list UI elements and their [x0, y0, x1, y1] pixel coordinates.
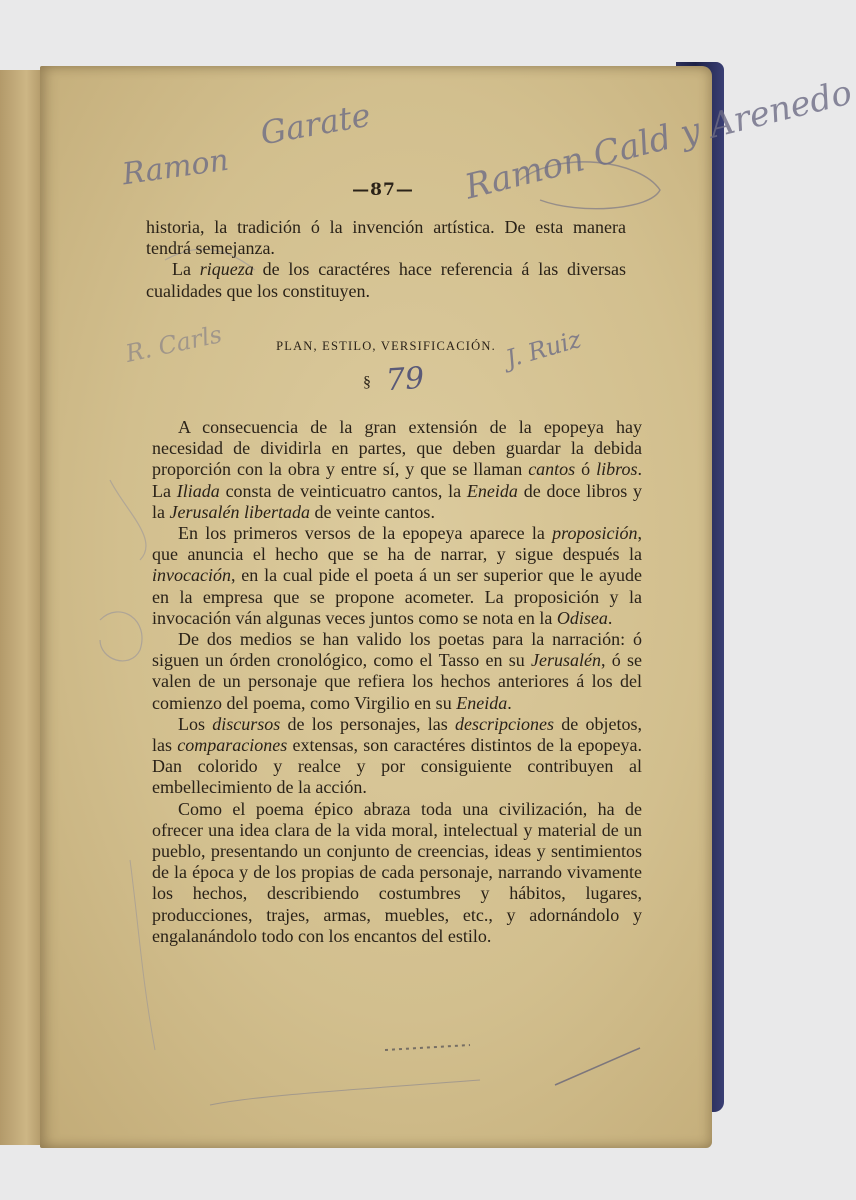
- page-number: —87—: [352, 180, 414, 200]
- paragraph: Los discursos de los personajes, las descripciones de objetos, las comparaciones extensas, son caractéres distintos de la epopeya. Dan colorido y realce y por consiguiente contribuyen al embellecimiento de la acción.: [152, 713, 642, 798]
- intro-text: [146, 217, 626, 302]
- handwritten-mark: J. Ruiz: [502, 324, 585, 374]
- handwritten-name: Ramon: [120, 142, 231, 193]
- paragraph: historia, la tradición ó la invención artística. De esta manera tendrá semejanza.: [146, 217, 626, 259]
- body-text: [152, 417, 642, 947]
- handwritten-name: Garate: [257, 95, 374, 153]
- section-number: 79: [384, 360, 426, 399]
- handwritten-signature: Ramon Cald y Arenedo: [461, 72, 856, 208]
- paragraph: Como el poema épico abraza toda una civilización, ha de ofrecer una idea clara de la vida moral, intelectual y material de un pueblo, presentando un conjunto de creencias, ideas y sentimientos de la época y de los propias de cada personaje, narrando vivamente los hechos, describiendo costumbres y hábitos, lugares, producciones, trajes, armas, muebles, etc., y adornándolo y engalanándolo todo con los encantos del estilo.: [152, 798, 642, 946]
- handwritten-mark: R. Carls: [123, 320, 225, 368]
- paragraph: De dos medios se han valido los poetas para la narración: ó siguen un órden cronológico, como el Tasso en su Jerusalén, ó se valen de un personaje que refiera los hechos anteriores á los del comienzo del poema, como Virgilio en su Eneida.: [152, 629, 642, 713]
- section-heading: PLAN, ESTILO, VERSIFICACIÓN.: [276, 339, 496, 353]
- paragraph: La riqueza de los caractéres hace referencia á las diversas cualidades que los constituyen.: [146, 259, 627, 301]
- paragraph: A consecuencia de la gran extensión de la epopeya hay necesidad de dividirla en partes, que deben guardar la debida proporción con la obra y entre sí, y que se llaman cantos ó libros. La Iliada consta de veinticuatro cantos, la Eneida de doce libros y la Jerusalén libertada de veinte cantos.: [152, 417, 643, 522]
- paragraph: En los primeros versos de la epopeya aparece la proposición, que anuncia el hecho que se ha de narrar, y sigue después la invocación, en la cual pide el poeta á un ser superior que le ayude en la empresa que se propone acometer. La proposición y la invocación ván algunas veces juntos como se nota en la Odisea.: [152, 523, 642, 628]
- section-symbol: §: [363, 374, 371, 391]
